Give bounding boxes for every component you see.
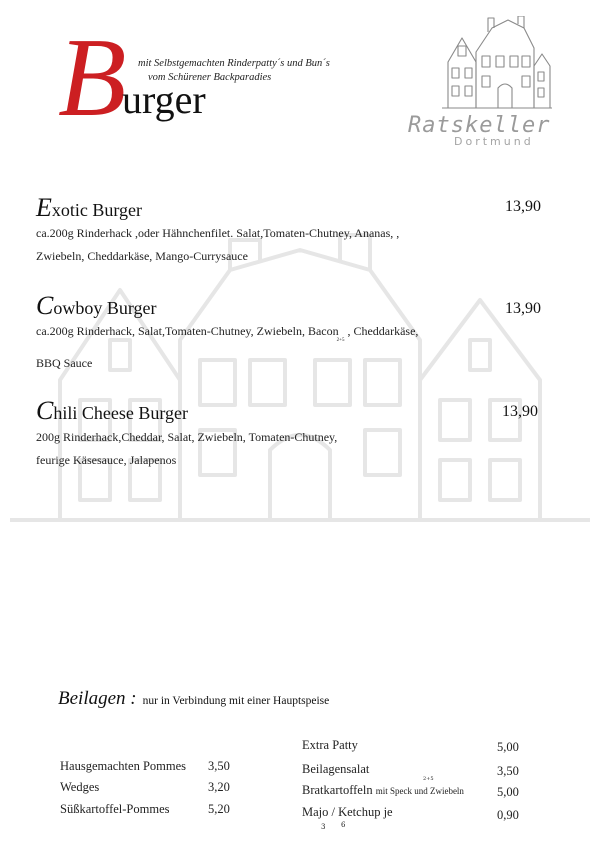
side-item-label-detail: mit Speck und Zwiebeln — [375, 786, 464, 796]
allergen-superscript: 2+5 — [423, 776, 434, 782]
side-item-label: Majo / Ketchup je — [302, 805, 393, 819]
sides-title — [58, 688, 329, 710]
sides-title-text: Beilagen : — [58, 688, 137, 709]
logo-initial: B — [58, 16, 127, 140]
menu-item-initial: C — [36, 396, 54, 425]
menu-item-price: 13,90 — [502, 403, 538, 420]
menu-item-price: 13,90 — [505, 198, 541, 215]
menu-item-description-text: ca.200g Rinderhack, Salat,Tomaten-Chutney, Zwiebeln, Bacon — [36, 324, 339, 338]
menu-item-description-text: , Cheddarkäse, — [344, 324, 419, 338]
menu-item-initial: E — [36, 193, 52, 222]
restaurant-name: Ratskeller — [408, 113, 551, 138]
allergen-subscript: 6 — [341, 821, 346, 829]
menu-item-description-line — [36, 320, 496, 352]
side-item-price: 5,20 — [208, 802, 230, 816]
menu-item-description — [36, 320, 496, 375]
menu-item-name — [36, 291, 157, 321]
menu-item-name-text: hili Cheese Burger — [53, 403, 188, 423]
menu-item-price: 13,90 — [505, 300, 541, 317]
building-watermark-icon — [0, 230, 600, 560]
side-item-label — [302, 783, 464, 798]
side-item-price: 5,00 — [497, 740, 519, 754]
menu-item-description-line: feurige Käsesauce, Jalapenos — [36, 453, 177, 467]
restaurant-city: Dortmund — [454, 135, 534, 148]
menu-item-description-line: ca.200g Rinderhack ,oder Hähnchenfilet. Salat,Tomaten-Chutney, Ananas, , — [36, 226, 400, 240]
side-item-label: Wedges — [60, 780, 100, 794]
side-item-label: Süßkartoffel-Pommes — [60, 802, 170, 816]
side-item-price: 0,90 — [497, 808, 519, 822]
menu-item-description-line: BBQ Sauce — [36, 356, 93, 370]
side-item-label-text: Bratkartoffeln — [302, 783, 373, 797]
menu-item-name-text: owboy Burger — [53, 298, 157, 318]
menu-item-description-line: Zwiebeln, Cheddarkäse, Mango-Currysauce — [36, 249, 248, 263]
allergen-superscript: 2+5 — [336, 338, 345, 343]
menu-item-description — [36, 222, 496, 268]
side-item-price: 3,20 — [208, 780, 230, 794]
side-item-label: Extra Patty — [302, 738, 358, 752]
logo-subtitle-line1: mit Selbstgemachten Rinderpatty´s und Bun´s — [138, 58, 330, 69]
allergen-subscript: 3 — [321, 823, 326, 831]
menu-item-name — [36, 193, 142, 223]
menu-item-description-line: 200g Rinderhack,Cheddar, Salat, Zwiebeln, Tomaten-Chutney, — [36, 430, 338, 444]
side-item-price: 5,00 — [497, 785, 519, 799]
menu-item-initial: C — [36, 291, 54, 320]
menu-item-name-text: xotic Burger — [51, 200, 143, 220]
ratskeller-building-icon — [438, 16, 556, 112]
sides-note: nur in Verbindung mit einer Hauptspeise — [142, 695, 330, 707]
side-item-price: 3,50 — [497, 764, 519, 778]
menu-item-description — [36, 426, 496, 472]
side-item-price: 3,50 — [208, 759, 230, 773]
logo-subtitle-line2: vom Schürener Backparadies — [148, 72, 272, 83]
side-item-label: Beilagensalat — [302, 762, 370, 776]
logo-word: urger — [122, 77, 206, 122]
menu-item-name — [36, 396, 188, 426]
side-item-label: Hausgemachten Pommes — [60, 759, 187, 773]
